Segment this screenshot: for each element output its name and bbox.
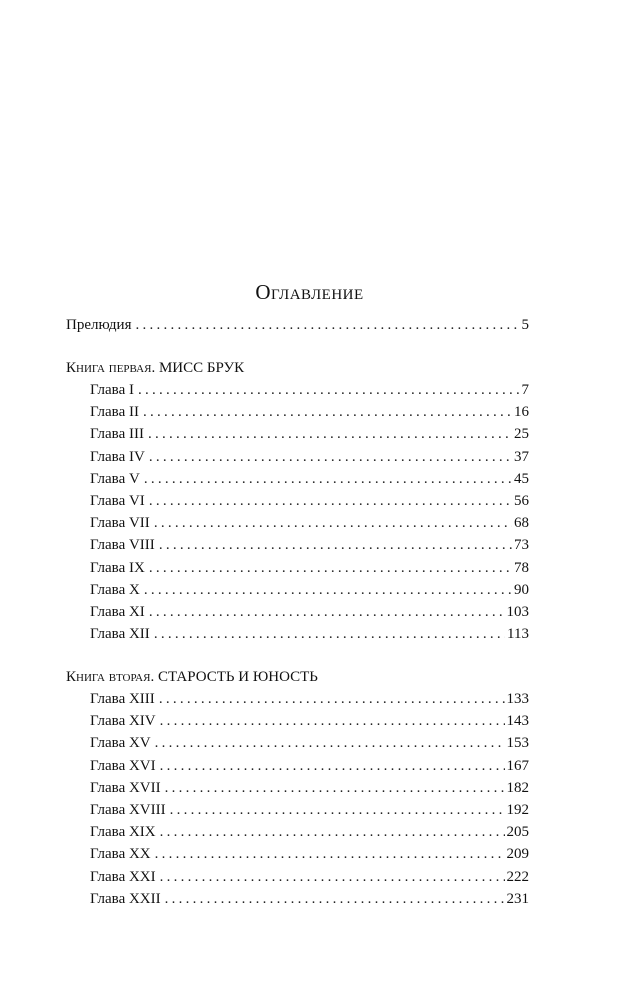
toc-entry-chapter[interactable] <box>66 512 529 534</box>
entry-page: 222 <box>506 868 529 885</box>
entry-page: 78 <box>514 559 529 576</box>
toc-entry-chapter[interactable] <box>66 821 529 843</box>
book-heading <box>66 357 529 379</box>
entry-label: Глава IV <box>90 448 145 465</box>
dot-leader <box>159 534 512 556</box>
toc-entry-chapter[interactable] <box>66 490 529 512</box>
entry-label: Глава X <box>90 581 140 598</box>
dot-leader <box>138 379 520 401</box>
entry-label: Глава XVI <box>90 757 156 774</box>
toc-prelude <box>66 314 529 336</box>
entry-label: Глава XXII <box>90 890 161 907</box>
book-name: МИСС БРУК <box>158 360 245 376</box>
dot-leader <box>165 888 505 910</box>
toc-entry-prelude[interactable] <box>66 314 529 336</box>
dot-leader <box>149 446 512 468</box>
toc-entry-chapter[interactable] <box>66 468 529 490</box>
entry-label: Глава VIII <box>90 537 155 554</box>
dot-leader <box>148 423 512 445</box>
toc-book-1 <box>66 357 529 645</box>
entry-page: 56 <box>514 492 529 509</box>
toc-entry-chapter[interactable] <box>66 601 529 623</box>
entry-page: 231 <box>506 890 529 907</box>
entry-label: Глава V <box>90 470 140 487</box>
dot-leader <box>160 710 505 732</box>
entry-page: 25 <box>514 426 529 443</box>
entry-label: Глава XII <box>90 626 150 643</box>
entry-label: Глава I <box>90 382 134 398</box>
toc-entry-chapter[interactable] <box>66 446 529 468</box>
entry-label: Глава XI <box>90 603 145 620</box>
toc-entry-chapter[interactable] <box>66 401 529 423</box>
toc-entry-chapter[interactable] <box>66 710 529 732</box>
entry-page: 103 <box>506 603 529 620</box>
toc-entry-chapter[interactable] <box>66 534 529 556</box>
toc-entry-chapter[interactable] <box>66 866 529 888</box>
dot-leader <box>149 490 512 512</box>
dot-leader <box>135 314 519 336</box>
toc-entry-chapter[interactable] <box>66 732 529 754</box>
entry-page: 45 <box>514 470 529 487</box>
entry-label: Глава XIV <box>90 713 156 730</box>
entry-page: 205 <box>506 824 529 841</box>
toc-entry-chapter[interactable] <box>66 888 529 910</box>
dot-leader <box>154 512 512 534</box>
toc-entry-chapter[interactable] <box>66 557 529 579</box>
book-name: СТАРОСТЬ И ЮНОСТЬ <box>157 669 318 685</box>
toc-entry-chapter[interactable] <box>66 688 529 710</box>
dot-leader <box>149 557 512 579</box>
entry-page: 153 <box>506 735 529 752</box>
dot-leader <box>165 777 505 799</box>
entry-label: Глава III <box>90 426 144 443</box>
entry-label: Глава XV <box>90 735 151 752</box>
entry-label: Глава XIX <box>90 824 156 841</box>
entry-page: 90 <box>514 581 529 598</box>
dot-leader <box>160 866 505 888</box>
dot-leader <box>154 623 505 645</box>
toc-entry-chapter[interactable] <box>66 379 529 401</box>
book-heading <box>66 666 529 688</box>
toc-book-2 <box>66 666 529 910</box>
entry-page: 5 <box>521 317 529 333</box>
entry-page: 143 <box>506 713 529 730</box>
dot-leader <box>160 755 505 777</box>
entry-page: 182 <box>506 779 529 796</box>
dot-leader <box>159 688 505 710</box>
entry-label: Глава IX <box>90 559 145 576</box>
dot-leader <box>144 579 512 601</box>
toc-entry-chapter[interactable] <box>66 579 529 601</box>
entry-page: 37 <box>514 448 529 465</box>
entry-page: 113 <box>507 626 529 643</box>
entry-page: 68 <box>514 515 529 532</box>
entry-label: Глава XX <box>90 846 151 863</box>
entry-page: 192 <box>506 801 529 818</box>
dot-leader <box>144 468 512 490</box>
entry-label: Глава XIII <box>90 691 155 707</box>
book-prefix: Книга первая. <box>66 360 156 376</box>
dot-leader <box>143 401 512 423</box>
page-title: Оглавление <box>255 280 364 304</box>
entry-page: 7 <box>521 382 529 398</box>
entry-label: Прелюдия <box>66 317 132 333</box>
toc-entry-chapter[interactable] <box>66 623 529 645</box>
toc-entry-chapter[interactable] <box>66 777 529 799</box>
dot-leader <box>149 601 505 623</box>
toc-entry-chapter[interactable] <box>66 423 529 445</box>
entry-label: Глава VII <box>90 515 150 532</box>
dot-leader <box>155 732 505 754</box>
toc-entry-chapter[interactable] <box>66 755 529 777</box>
toc-entry-chapter[interactable] <box>66 843 529 865</box>
entry-label: Глава XVII <box>90 779 161 796</box>
dot-leader <box>170 799 505 821</box>
entry-page: 16 <box>514 404 529 421</box>
entry-page: 133 <box>506 691 529 707</box>
dot-leader <box>155 843 505 865</box>
dot-leader <box>160 821 505 843</box>
entry-label: Глава XXI <box>90 868 156 885</box>
entry-label: Глава VI <box>90 492 145 509</box>
book-prefix: Книга вторая. <box>66 669 155 685</box>
entry-label: Глава II <box>90 404 139 421</box>
entry-page: 209 <box>506 846 529 863</box>
entry-label: Глава XVIII <box>90 801 166 818</box>
toc-entry-chapter[interactable] <box>66 799 529 821</box>
entry-page: 73 <box>514 537 529 554</box>
entry-page: 167 <box>506 757 529 774</box>
